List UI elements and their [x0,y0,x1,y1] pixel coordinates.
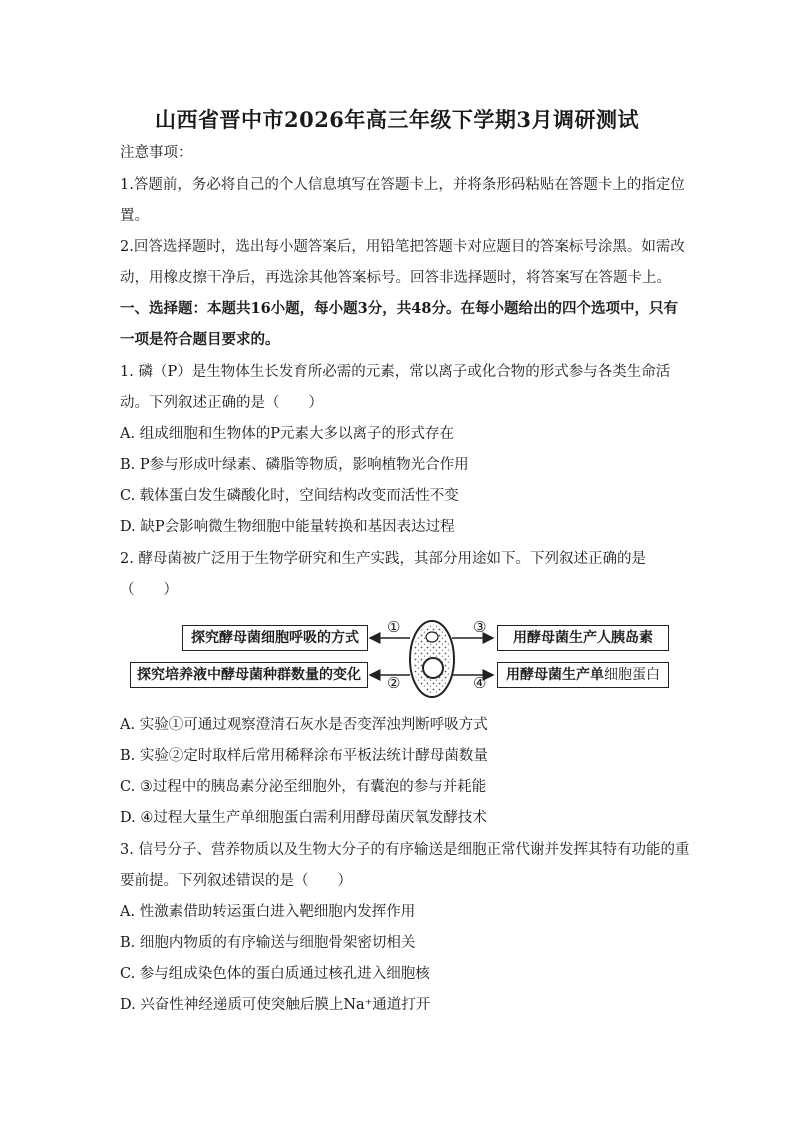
q1-stem-cont: 动。下列叙述正确的是（ ） [120,395,323,411]
diagram-box-scp-bold: 用酵母菌生产单 [506,667,604,683]
q3-stem: 3. 信号分子、营养物质以及生物大分子的有序输送是细胞正常代谢并发挥其特有功能的重 [120,842,690,858]
q3-option-a: A. 性激素借助转运蛋白进入靶细胞内发挥作用 [120,904,416,920]
q2-stem: 2. 酵母菌被广泛用于生物学研究和生产实践，其部分用途如下。下列叙述正确的是 [120,551,646,567]
q1-option-d: D. 缺P会影响微生物细胞中能量转换和基因表达过程 [120,519,455,535]
q1-option-b: B. P参与形成叶绿素、磷脂等物质，影响植物光合作用 [120,457,469,473]
q3-option-c: C. 参与组成染色体的蛋白质通过核孔进入细胞核 [120,966,430,982]
notice-item-2-cont: 动，用橡皮擦干净后，再选涂其他答案标号。回答非选择题时，将答案写在答题卡上。 [120,270,671,286]
yeast-bud-vacuole [426,632,438,642]
notice-heading: 注意事项： [120,145,193,161]
yeast-nucleus [423,658,443,678]
q3-option-d: D. 兴奋性神经递质可使突触后膜上Na⁺通道打开 [120,997,431,1013]
q1-stem: 1. 磷（P）是生物体生长发育所必需的元素，常以离子或化合物的形式参与各类生命活 [120,364,671,380]
q2-stem-cont: （ ） [120,582,178,598]
diagram-graphics [120,616,680,702]
q2-option-d: D. ④过程大量生产单细胞蛋白需利用酵母菌厌氧发酵技术 [120,810,487,826]
label-1: ① [387,618,401,636]
q3-stem-cont: 要前提。下列叙述错误的是（ ） [120,873,352,889]
diagram-box-respiration: 探究酵母菌细胞呼吸的方式 [182,625,368,651]
section-heading-cont: 一项是符合题目要求的。 [120,331,280,348]
yeast-diagram [120,616,680,702]
label-3: ③ [473,618,487,636]
diagram-box-scp-rest: 细胞蛋白 [604,667,660,683]
diagram-box-insulin: 用酵母菌生产人胰岛素 [497,625,669,651]
q2-option-c: C. ③过程中的胰岛素分泌至细胞外，有囊泡的参与并耗能 [120,779,487,795]
q1-option-a: A. 组成细胞和生物体的P元素大多以离子的形式存在 [120,426,454,442]
diagram-box-population: 探究培养液中酵母菌种群数量的变化 [130,662,368,688]
section-heading: 一、选择题：本题共16小题，每小题3分，共48分。在每小题给出的四个选项中，只有 [120,300,678,317]
notice-item-1-cont: 置。 [120,208,149,224]
label-4: ④ [473,674,487,692]
label-2: ② [387,674,401,692]
q1-option-c: C. 载体蛋白发生磷酸化时，空间结构改变而活性不变 [120,488,459,504]
q3-option-b: B. 细胞内物质的有序输送与细胞骨架密切相关 [120,935,416,951]
q2-option-b: B. 实验②定时取样后常用稀释涂布平板法统计酵母菌数量 [120,748,488,764]
q2-option-a: A. 实验①可通过观察澄清石灰水是否变浑浊判断呼吸方式 [120,717,488,733]
notice-item-1: 1.答题前，务必将自己的个人信息填写在答题卡上，并将条形码粘贴在答题卡上的指定位 [120,177,685,193]
notice-item-2: 2.回答选择题时，选出每小题答案后，用铅笔把答题卡对应题目的答案标号涂黑。如需改 [120,239,685,255]
page-title: 山西省晋中市2026年高三年级下学期3月调研测试 [154,107,640,132]
